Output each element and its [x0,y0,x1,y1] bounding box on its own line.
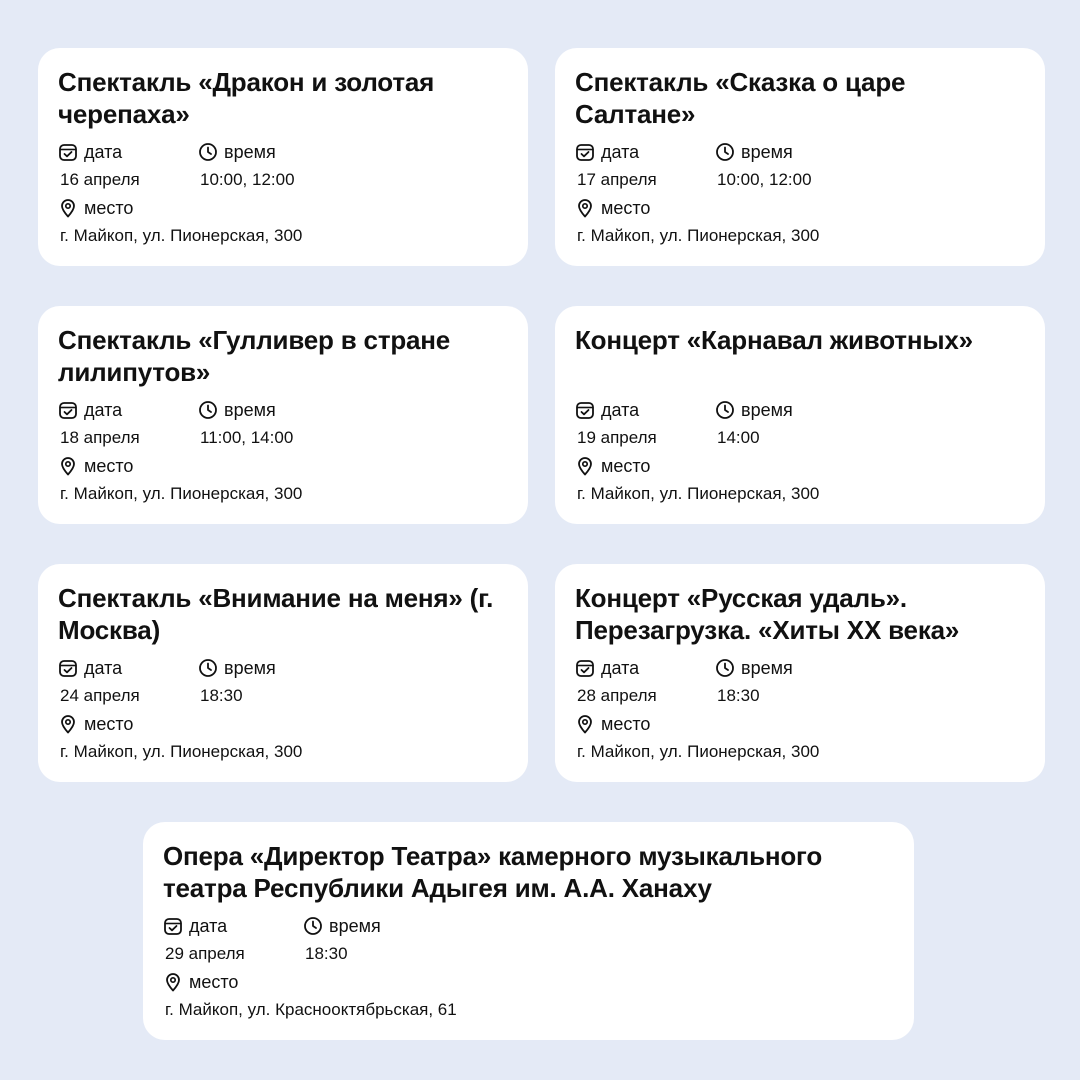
calendar-check-icon [575,658,595,678]
date-label: дата [601,399,640,420]
clock-icon [715,142,735,162]
date-label: дата [189,915,228,936]
place-label: место [601,713,651,734]
time-label: время [224,657,276,678]
event-time: 14:00 [717,428,760,447]
event-time: 18:30 [305,944,348,963]
event-address: г. Майкоп, ул. Пионерская, 300 [60,742,303,761]
event-card [555,564,1045,782]
time-label: время [741,141,793,162]
time-label: время [329,915,381,936]
date-label: дата [601,657,640,678]
place-label: место [601,455,651,476]
event-title: Спектакль «Сказка о царе Салтане» [575,67,906,129]
clock-icon [198,400,218,420]
location-pin-icon [575,198,595,218]
event-date: 29 апреля [165,944,245,963]
event-card [555,48,1045,266]
date-label: дата [84,657,123,678]
place-label: место [84,713,134,734]
event-card [38,48,528,266]
location-pin-icon [163,972,183,992]
calendar-check-icon [163,916,183,936]
event-title: Спектакль «Гулливер в стране лилипутов» [58,325,451,387]
event-title: Спектакль «Дракон и золотая черепаха» [58,67,435,129]
clock-icon [198,658,218,678]
date-label: дата [601,141,640,162]
time-label: время [741,657,793,678]
event-title: Концерт «Карнавал животных» [575,325,973,355]
calendar-check-icon [58,400,78,420]
event-date: 19 апреля [577,428,657,447]
event-title: Спектакль «Внимание на меня» (г. Москва) [58,583,494,645]
calendar-check-icon [575,400,595,420]
event-title: Опера «Директор Театра» камерного музыкального театра Республики Адыгея им. А.А. Ханаху [163,841,823,903]
place-label: место [84,455,134,476]
event-title: Концерт «Русская удаль». Перезагрузка. «Хиты XX века» [575,583,960,645]
clock-icon [303,916,323,936]
place-label: место [601,197,651,218]
event-time: 10:00, 12:00 [717,170,812,189]
event-card [143,822,914,1040]
clock-icon [715,400,735,420]
location-pin-icon [58,714,78,734]
event-date: 24 апреля [60,686,140,705]
event-time: 18:30 [717,686,760,705]
event-card [555,306,1045,524]
time-label: время [224,141,276,162]
event-address: г. Майкоп, ул. Пионерская, 300 [577,484,820,503]
event-card [38,306,528,524]
time-label: время [741,399,793,420]
event-date: 16 апреля [60,170,140,189]
date-label: дата [84,399,123,420]
clock-icon [715,658,735,678]
event-address: г. Майкоп, ул. Пионерская, 300 [60,484,303,503]
event-address: г. Майкоп, ул. Пионерская, 300 [577,226,820,245]
event-date: 17 апреля [577,170,657,189]
location-pin-icon [575,456,595,476]
event-address: г. Майкоп, ул. Пионерская, 300 [577,742,820,761]
event-date: 28 апреля [577,686,657,705]
event-address: г. Майкоп, ул. Пионерская, 300 [60,226,303,245]
event-time: 11:00, 14:00 [200,428,294,447]
place-label: место [189,971,239,992]
location-pin-icon [58,456,78,476]
place-label: место [84,197,134,218]
event-address: г. Майкоп, ул. Краснооктябрьская, 61 [165,1000,457,1019]
location-pin-icon [58,198,78,218]
location-pin-icon [575,714,595,734]
date-label: дата [84,141,123,162]
calendar-check-icon [58,142,78,162]
event-time: 18:30 [200,686,243,705]
time-label: время [224,399,276,420]
event-time: 10:00, 12:00 [200,170,295,189]
clock-icon [198,142,218,162]
calendar-check-icon [575,142,595,162]
calendar-check-icon [58,658,78,678]
event-date: 18 апреля [60,428,140,447]
event-card [38,564,528,782]
